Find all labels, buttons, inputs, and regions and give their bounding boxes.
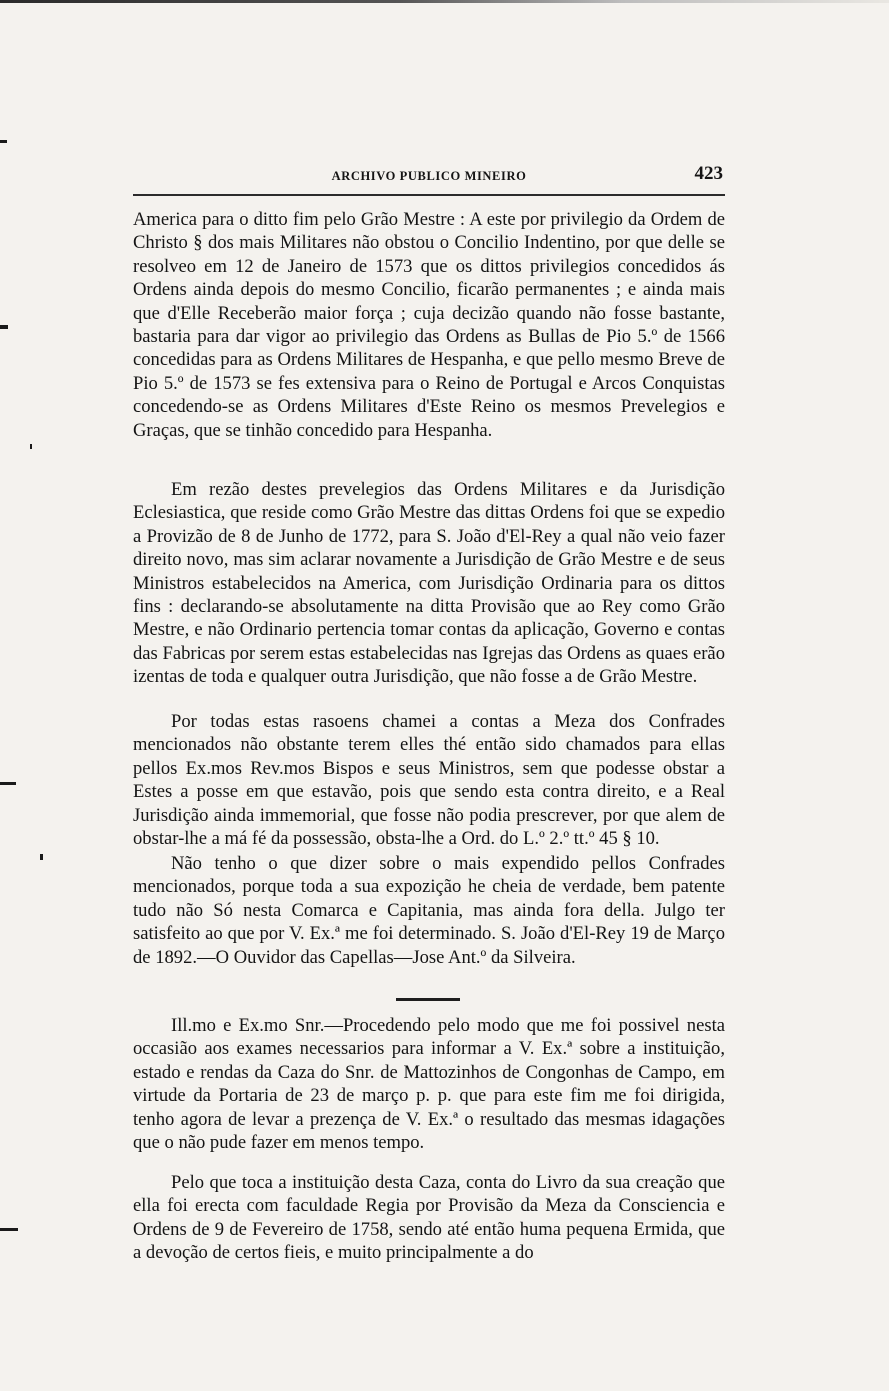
page-header bbox=[133, 160, 725, 196]
paragraph: Por todas estas rasoens chamei a contas a Meza dos Confrades mencionados não obstante terem elles thé então sido chamados para ellas pellos Ex.mos Rev.mos Bispos e seus Ministros, sem que podesse obstar a Estes a posse em que estavão, pois que sendo esta contra direito, e a Real Jurisdição ainda immemorial, que fosse não podia prescrever, por que alem de obstar-lhe a má fé da possessão, obsta-lhe a Ord. do L.º 2.º tt.º 45 § 10. bbox=[133, 711, 725, 850]
letter-opening-paragraph: Ill.mo e Ex.mo Snr.—Procedendo pelo modo que me foi possivel nesta occasião aos exames necessarios para informar a V. Ex.ª sobre a instituição, estado e rendas da Caza do Snr. de Mattozinhos de Congonhas de Campo, em virtude da Portaria de 23 de março p. p. que para este fim me foi dirigida, tenho agora de levar a prezença de V. Ex.ª o resultado das mesmas idagações que o não pude fazer em menos tempo. bbox=[133, 1015, 725, 1154]
page-number: 423 bbox=[694, 163, 723, 184]
scan-margin-mark bbox=[40, 854, 43, 860]
section-divider bbox=[396, 998, 460, 1001]
paragraph: Em rezão destes prevelegios das Ordens Militares e da Jurisdição Eclesiastica, que reside como Grão Mestre das dittas Ordens foi que se expedio a Provizão de 8 de Junho de 1772, para S. João d'El-Rey a qual não veio fazer direito novo, mas sim aclarar novamente a Jurisdição de Grão Mestre e de seus Ministros estabelecidos na America, com Jurisdição Ordinaria para os dittos fins : declarando-se absolutamente na ditta Provisão que ao Rey como Grão Mestre, e não Ordinario pertencia tomar contas da aplicação, Governo e contas das Fabricas por serem estas estabelecidas nas Igrejas das Ordens as quaes erão izentas de toda e qualquer outra Jurisdição, que não fosse a de Grão Mestre. bbox=[133, 479, 725, 688]
scan-margin-mark bbox=[0, 1228, 18, 1231]
scan-top-edge bbox=[0, 0, 889, 3]
paragraph-continuation: America para o ditto fim pelo Grão Mestre : A este por privilegio da Ordem de Christo § dos mais Militares não obstou o Concilio Indentino, por que delle se resolveo em 12 de Janeiro de 1573 que os dittos privilegios concedidos ás Ordens ainda depois do mesmo Concilio, ficarão permanentes ; e ainda mais que d'Elle Receberão maior força ; cuja decizão quando não fosse bastante, bastaria para dar vigor ao privilegio das Ordens as Bullas de Pio 5.º de 1566 concedidas para as Ordens Militares de Hespanha, e que pello mesmo Breve de Pio 5.º de 1573 se fes extensiva para o Reino de Portugal e Arcos Conquistas concedendo-se as Ordens Militares d'Este Reino os mesmos Prevelegios e Graças, que se tinhão concedido para Hespanha. bbox=[133, 209, 725, 441]
scan-margin-mark bbox=[0, 782, 16, 785]
running-title: ARCHIVO PUBLICO MINEIRO bbox=[331, 169, 527, 183]
paragraph-signature: Não tenho o que dizer sobre o mais expendido pellos Confrades mencionados, porque toda a sua expozição he cheia de verdade, bem patente tudo não Só nesta Comarca e Capitania, mas ainda fora della. Julgo ter satisfeito ao que por V. Ex.ª me foi determinado. S. João d'El-Rey 19 de Março de 1892.—O Ouvidor das Capellas—Jose Ant.º da Silveira. bbox=[133, 853, 725, 968]
paragraph: Pelo que toca a instituição desta Caza, conta do Livro da sua creação que ella foi erecta com faculdade Regia por Provisão da Meza da Consciencia e Ordens de 9 de Fevereiro de 1758, sendo até então huma pequena Ermida, que a devoção de certos fieis, e muito principalmente a do bbox=[133, 1172, 725, 1264]
scan-margin-mark bbox=[0, 325, 8, 329]
scan-margin-mark bbox=[0, 140, 7, 143]
scan-margin-mark bbox=[30, 444, 32, 449]
